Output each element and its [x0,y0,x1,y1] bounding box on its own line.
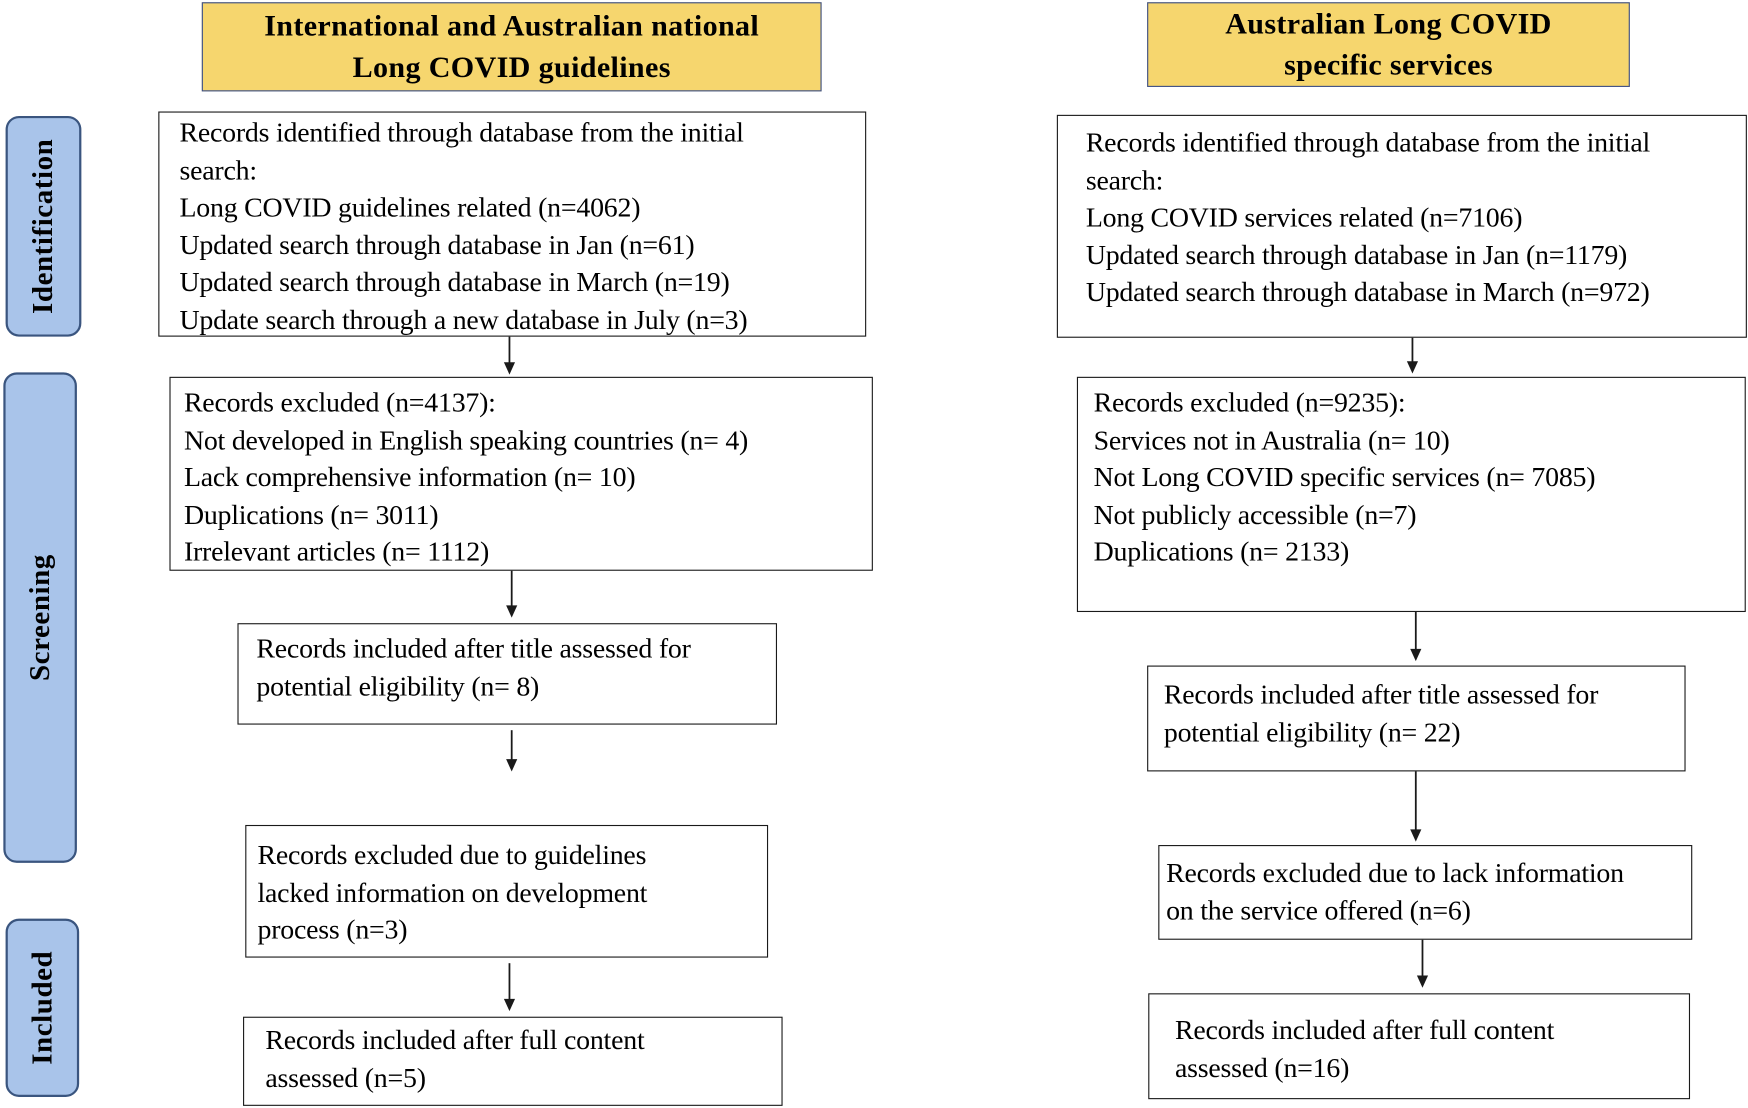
box-line: Updated search through database in March (n=972) [1085,277,1650,308]
box-line: Not publicly accessible (n=7) [1093,499,1417,531]
box-line: Records identified through database from the initial [179,118,744,149]
box-line: Updated search through database in Jan (n=61) [179,230,695,261]
arrow-down-icon [1417,940,1428,988]
left-header-line: Long COVID guidelines [352,50,671,84]
box-line: assessed (n=5) [265,1062,426,1094]
box-line: Updated search through database in March (n=19) [179,267,730,298]
box-line: Irrelevant articles (n= 1112) [183,537,490,568]
arrow-down-icon [1410,612,1421,661]
box-line: Records included after title assessed for [256,634,691,665]
box-line: Updated search through database in Jan (n=1179) [1085,240,1628,271]
box-line: potential eligibility (n= 22) [1163,717,1461,748]
box-line: lacked information on development [257,877,648,909]
box-line: Records included after title assessed for [1163,680,1599,711]
box-line: Lack comprehensive information (n= 10) [183,462,636,493]
box-line: Services not in Australia (n= 10) [1093,425,1450,456]
arrow-down-icon [506,571,517,618]
right-header-line: specific services [1284,47,1493,82]
stage-screening-label: Screening [23,554,56,682]
box-line: Not Long COVID specific services (n= 7085) [1093,462,1596,493]
box-line: Records excluded due to guidelines [257,840,647,871]
box-line: Records included after full content [265,1025,645,1056]
box-line: on the service offered (n=6) [1166,895,1471,926]
arrow-down-icon [504,963,515,1011]
box-line: search: [1085,165,1164,196]
arrow-down-icon [504,337,515,375]
box-line: Duplications (n= 2133) [1093,537,1350,568]
stage-included-label: Included [25,950,58,1065]
box-line: search: [179,155,257,186]
box-line: Not developed in English speaking countries (n= 4) [183,425,749,456]
box-line: Records excluded (n=9235): [1093,387,1406,419]
left-header-line: International and Australian national [264,8,760,43]
box-line: Long COVID services related (n=7106) [1085,202,1523,233]
box-line: Update search through a new database in July (n=3) [179,304,748,335]
box-line: Records identified through database from the initial [1085,128,1651,159]
box-line: assessed (n=16) [1174,1052,1350,1084]
box-line: Records excluded (n=4137): [183,387,496,419]
arrow-down-icon [506,730,517,771]
arrow-down-icon [1410,771,1421,841]
box-line: Long COVID guidelines related (n=4062) [179,192,641,223]
box-line: Records excluded due to lack information [1166,858,1624,889]
arrow-down-icon [1407,338,1418,374]
box-line: Duplications (n= 3011) [183,499,439,531]
box-line: potential eligibility (n= 8) [256,671,540,702]
box-line: Records included after full content [1174,1015,1555,1046]
stage-identification-label: Identification [26,138,60,314]
right-header-line: Australian Long COVID [1225,6,1552,41]
box-line: process (n=3) [257,915,408,946]
